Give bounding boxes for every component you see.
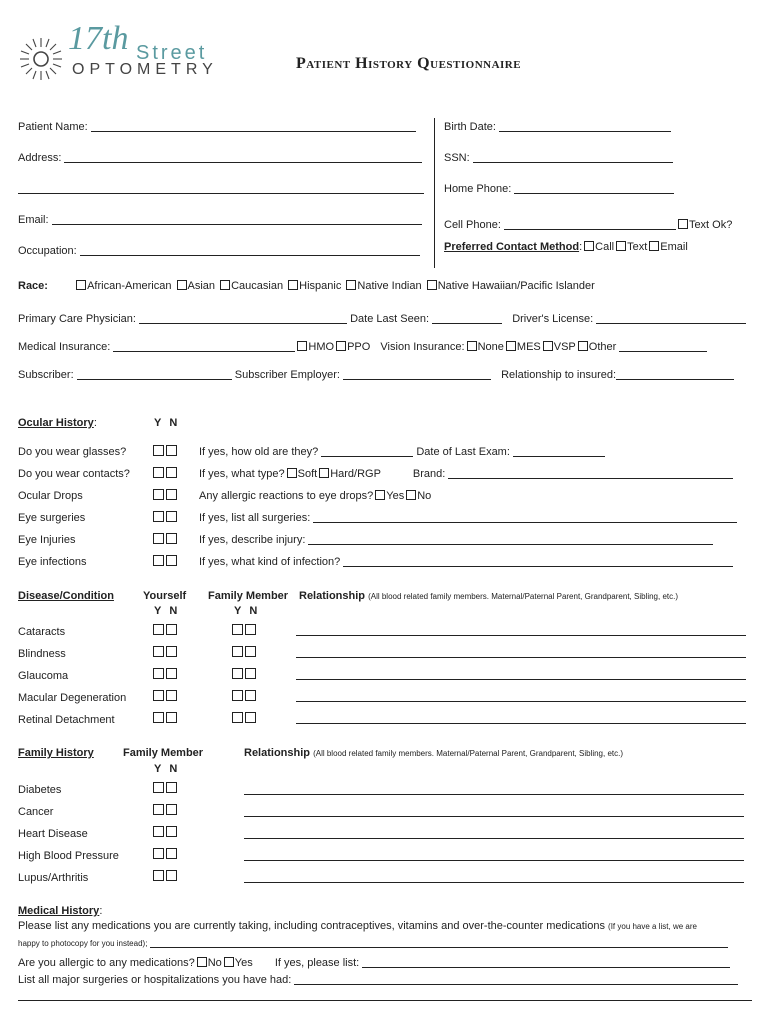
contact-call-checkbox[interactable] [584, 241, 594, 251]
family-yes-checkbox[interactable] [153, 848, 164, 859]
address-field[interactable] [64, 152, 422, 163]
race-african-american-checkbox[interactable] [76, 280, 86, 290]
birth-date-row [444, 121, 671, 133]
disease-family-yn [234, 605, 257, 617]
home-phone-row [444, 183, 674, 195]
family-relationship-field[interactable] [244, 850, 744, 861]
race-caucasian-label: Caucasian [231, 280, 284, 292]
subscriber-employer-field[interactable] [343, 369, 491, 380]
yourself-yes-checkbox[interactable] [153, 712, 164, 723]
vision-insurance-label: Vision Insurance: [380, 341, 465, 353]
glasses-age-field[interactable] [321, 446, 413, 457]
disease-yourself-n: N [169, 605, 178, 617]
ocular-followup-drops [199, 490, 431, 502]
subscriber-field[interactable] [77, 369, 232, 380]
family-no-checkbox[interactable] [245, 712, 256, 723]
logo-street: Street [136, 42, 208, 64]
injuries-yes-checkbox[interactable] [153, 533, 164, 544]
family-checkboxes [152, 870, 178, 883]
disease-yourself-checkboxes [152, 624, 178, 637]
occupation-field[interactable] [80, 245, 420, 256]
contacts-yes-checkbox[interactable] [153, 467, 164, 478]
ocular-history-colon: : [93, 417, 97, 429]
logo [18, 20, 228, 86]
drops-no-checkbox[interactable] [166, 489, 177, 500]
last-exam-field[interactable] [513, 446, 605, 457]
ocular-row-label: Do you wear glasses? [18, 446, 127, 458]
family-yes-checkbox[interactable] [232, 712, 243, 723]
family-yes-checkbox[interactable] [153, 804, 164, 815]
family-yn-header [154, 763, 177, 775]
medications-field[interactable] [150, 937, 728, 948]
medications-row-2 [18, 937, 728, 949]
family-no-checkbox[interactable] [166, 804, 177, 815]
ocular-history-heading-text: Ocular History [18, 417, 94, 429]
vision-vsp-checkbox[interactable] [543, 341, 553, 351]
family-n-header: N [169, 763, 178, 775]
yourself-yes-checkbox[interactable] [153, 646, 164, 657]
ocular-followup-surgeries [199, 512, 737, 524]
column-divider [434, 118, 435, 268]
ocular-n-header: N [169, 417, 178, 429]
vision-other-checkbox[interactable] [578, 341, 588, 351]
ocular-yn-glasses [152, 445, 178, 458]
date-last-seen-field[interactable] [432, 313, 502, 324]
allergies-list-label: If yes, please list: [274, 957, 360, 969]
infections-field[interactable] [343, 556, 733, 567]
family-no-checkbox[interactable] [245, 646, 256, 657]
ocular-yn-contacts [152, 467, 178, 480]
pcp-label: Primary Care Physician: [18, 313, 136, 325]
ocular-followup-injuries [199, 534, 713, 546]
relationship-insured-field[interactable] [616, 369, 734, 380]
sunburst-logo-icon [18, 36, 64, 82]
yourself-no-checkbox[interactable] [166, 712, 177, 723]
disease-relationship-field[interactable] [296, 625, 746, 636]
ssn-field[interactable] [473, 152, 673, 163]
family-relationship-field[interactable] [244, 784, 744, 795]
surgeries-followup-label: If yes, list all surgeries: [199, 512, 311, 524]
last-exam-label: Date of Last Exam: [416, 446, 510, 458]
family-yes-checkbox[interactable] [153, 782, 164, 793]
vision-other-field[interactable] [619, 341, 707, 352]
patient-name-row [18, 121, 416, 133]
allergies-row [18, 957, 730, 969]
infections-followup-label: If yes, what kind of infection? [199, 556, 341, 568]
occupation-row [18, 245, 420, 257]
family-checkboxes [152, 782, 178, 795]
major-surgeries-label: List all major surgeries or hospitalizations you have had: [18, 974, 292, 986]
disease-relationship-field[interactable] [296, 713, 746, 724]
ocular-row-surgeries [18, 512, 85, 524]
pcp-field[interactable] [139, 313, 347, 324]
preferred-contact-colon: : [579, 241, 583, 253]
family-label-heart: Heart Disease [18, 828, 88, 840]
ocular-yn-surgeries [152, 511, 178, 524]
medical-history-colon: : [99, 905, 103, 917]
drops-yes-checkbox[interactable] [153, 489, 164, 500]
family-label-lupus: Lupus/Arthritis [18, 872, 89, 884]
yourself-yes-checkbox[interactable] [153, 624, 164, 635]
injuries-followup-label: If yes, describe injury: [199, 534, 306, 546]
disease-label-retinal: Retinal Detachment [18, 714, 115, 726]
family-y-header: Y [154, 763, 162, 775]
disease-yourself-header: Yourself [143, 590, 187, 602]
drops-allergy-no-label: No [417, 490, 432, 502]
family-no-checkbox[interactable] [166, 826, 177, 837]
race-caucasian-checkbox[interactable] [220, 280, 230, 290]
disease-yourself-checkboxes [152, 668, 178, 681]
family-no-checkbox[interactable] [166, 870, 177, 881]
ocular-yn-drops [152, 489, 178, 502]
pcp-row [18, 313, 746, 325]
family-relationship-field[interactable] [244, 872, 744, 883]
logo-script: 17th [68, 20, 129, 57]
family-no-checkbox[interactable] [166, 782, 177, 793]
medications-label: Please list any medications you are currently taking, including contraceptives, vitamins and over-the-counter medications [18, 920, 605, 932]
email-field[interactable] [52, 214, 422, 225]
injuries-no-checkbox[interactable] [166, 533, 177, 544]
medical-history-heading [18, 905, 102, 917]
drops-allergy-yes-checkbox[interactable] [375, 490, 385, 500]
surgeries-row [18, 974, 738, 986]
hmo-label: HMO [308, 341, 335, 353]
disease-yourself-yn [154, 605, 177, 617]
race-native-indian-checkbox[interactable] [346, 280, 356, 290]
medical-insurance-field[interactable] [113, 341, 295, 352]
ocular-followup-glasses [199, 446, 605, 458]
logo-optometry: OPTOMETRY [72, 61, 218, 78]
surgeries-yes-checkbox[interactable] [153, 511, 164, 522]
birth-date-field[interactable] [499, 121, 671, 132]
surgeries-field-line-2[interactable] [18, 992, 752, 1001]
disease-family-checkboxes [231, 646, 257, 659]
yourself-no-checkbox[interactable] [166, 646, 177, 657]
race-asian-checkbox[interactable] [177, 280, 187, 290]
disease-relationship-field[interactable] [296, 669, 746, 680]
family-label-diabetes: Diabetes [18, 784, 62, 796]
contact-email-checkbox[interactable] [649, 241, 659, 251]
yourself-no-checkbox[interactable] [166, 668, 177, 679]
contact-text-checkbox[interactable] [616, 241, 626, 251]
medications-note: (If you have a list, we are [608, 922, 697, 931]
address-label: Address: [18, 152, 62, 164]
race-hispanic-checkbox[interactable] [288, 280, 298, 290]
injuries-field[interactable] [308, 534, 713, 545]
text-ok-checkbox[interactable] [678, 219, 688, 229]
family-no-checkbox[interactable] [245, 690, 256, 701]
drops-allergy-yes-label: Yes [386, 490, 405, 502]
birth-date-label: Birth Date: [444, 121, 496, 133]
ppo-checkbox[interactable] [336, 341, 346, 351]
vision-vsp-label: VSP [553, 341, 576, 353]
family-label-blood-pressure: High Blood Pressure [18, 850, 119, 862]
vision-none-checkbox[interactable] [467, 341, 477, 351]
drops-followup-label: Any allergic reactions to eye drops? [199, 490, 374, 502]
race-native-indian-label: Native Indian [357, 280, 422, 292]
contacts-soft-label: Soft [297, 468, 318, 480]
contact-call-label: Call [595, 241, 615, 253]
allergies-no-label: No [207, 957, 222, 969]
allergies-yes-label: Yes [234, 957, 253, 969]
disease-family-checkboxes [231, 668, 257, 681]
patient-name-label: Patient Name: [18, 121, 88, 133]
ocular-followup-contacts [199, 468, 733, 480]
family-checkboxes [152, 848, 178, 861]
disease-relationship-field[interactable] [296, 647, 746, 658]
disease-yourself-checkboxes [152, 712, 178, 725]
ocular-y-header: Y [154, 417, 162, 429]
ocular-row-infections [18, 556, 86, 568]
drops-allergy-no-checkbox[interactable] [406, 490, 416, 500]
relationship-insured-label: Relationship to insured: [501, 369, 617, 381]
family-member-header: Family Member [123, 747, 204, 759]
cell-phone-row [444, 219, 732, 231]
page-title: Patient History Questionnaire [296, 55, 522, 72]
contacts-no-checkbox[interactable] [166, 467, 177, 478]
drivers-license-label: Driver's License: [512, 313, 594, 325]
contacts-followup-label: If yes, what type? [199, 468, 285, 480]
hmo-checkbox[interactable] [297, 341, 307, 351]
family-yes-checkbox[interactable] [232, 668, 243, 679]
allergies-no-checkbox[interactable] [197, 957, 207, 967]
family-checkboxes [152, 826, 178, 839]
disease-label-cataracts: Cataracts [18, 626, 66, 638]
race-row [18, 280, 595, 292]
allergies-label: Are you allergic to any medications? [18, 957, 195, 969]
family-relationship-label: Relationship [244, 747, 311, 759]
preferred-contact-label: Preferred Contact Method [444, 241, 580, 253]
disease-relationship-note: (All blood related family members. Maternal/Paternal Parent, Grandparent, Sibling, etc.) [368, 592, 678, 601]
infections-no-checkbox[interactable] [166, 555, 177, 566]
race-african-american-label: African-American [87, 280, 172, 292]
contacts-soft-checkbox[interactable] [287, 468, 297, 478]
brand-label: Brand: [412, 468, 446, 480]
contact-text-label: Text [627, 241, 648, 253]
text-ok-label: Text Ok? [688, 219, 733, 231]
disease-yourself-checkboxes [152, 646, 178, 659]
contacts-hard-checkbox[interactable] [319, 468, 329, 478]
cell-phone-field[interactable] [504, 219, 676, 230]
medical-history-heading-text: Medical History [18, 905, 100, 917]
family-yes-checkbox[interactable] [153, 826, 164, 837]
family-yes-checkbox[interactable] [232, 624, 243, 635]
disease-relationship-header [299, 590, 678, 602]
subscriber-row [18, 369, 734, 381]
disease-yourself-checkboxes [152, 690, 178, 703]
contact-email-label: Email [660, 241, 688, 253]
ocular-row-label: Eye infections [18, 556, 87, 568]
yourself-yes-checkbox[interactable] [153, 668, 164, 679]
brand-field[interactable] [448, 468, 733, 479]
ocular-followup-infections [199, 556, 733, 568]
family-no-checkbox[interactable] [245, 668, 256, 679]
disease-family-n: N [249, 605, 258, 617]
ocular-yn-header [154, 417, 177, 429]
address-line2-row [18, 183, 424, 195]
home-phone-field[interactable] [514, 183, 674, 194]
ocular-yn-infections [152, 555, 178, 568]
disease-heading: Disease/Condition [18, 590, 114, 602]
family-yes-checkbox[interactable] [232, 690, 243, 701]
address-line2-field[interactable] [18, 183, 424, 194]
vision-other-label: Other [588, 341, 617, 353]
preferred-contact-row [444, 241, 688, 253]
family-relationship-header [244, 747, 623, 759]
family-label-cancer: Cancer [18, 806, 54, 818]
race-pacific-islander-label: Native Hawaiian/Pacific Islander [437, 280, 595, 292]
allergies-field[interactable] [362, 957, 730, 968]
allergies-yes-checkbox[interactable] [224, 957, 234, 967]
disease-relationship-label: Relationship [299, 590, 366, 602]
family-relationship-field[interactable] [244, 806, 744, 817]
surgeries-no-checkbox[interactable] [166, 511, 177, 522]
ocular-row-label: Eye Injuries [18, 534, 76, 546]
disease-label-macular: Macular Degeneration [18, 692, 127, 704]
family-yes-checkbox[interactable] [153, 870, 164, 881]
glasses-no-checkbox[interactable] [166, 445, 177, 456]
subscriber-employer-label: Subscriber Employer: [234, 369, 340, 381]
surgeries-field[interactable] [313, 512, 737, 523]
family-checkboxes [152, 804, 178, 817]
glasses-followup-label: If yes, how old are they? [199, 446, 319, 458]
ssn-label: SSN: [444, 152, 470, 164]
email-row [18, 214, 422, 226]
vision-none-label: None [477, 341, 504, 353]
yourself-yes-checkbox[interactable] [153, 690, 164, 701]
subscriber-label: Subscriber: [18, 369, 74, 381]
disease-label-blindness: Blindness [18, 648, 66, 660]
family-yes-checkbox[interactable] [232, 646, 243, 657]
family-no-checkbox[interactable] [166, 848, 177, 859]
ocular-row-drops [18, 490, 83, 502]
race-label: Race: [18, 280, 48, 292]
infections-yes-checkbox[interactable] [153, 555, 164, 566]
medications-note-2: happy to photocopy for you instead); [18, 939, 148, 948]
ocular-row-injuries [18, 534, 75, 546]
disease-yourself-y: Y [154, 605, 162, 617]
race-pacific-islander-checkbox[interactable] [427, 280, 437, 290]
home-phone-label: Home Phone: [444, 183, 512, 195]
glasses-yes-checkbox[interactable] [153, 445, 164, 456]
email-label: Email: [18, 214, 49, 226]
family-history-heading: Family History [18, 747, 94, 759]
ocular-row-contacts [18, 468, 130, 480]
ocular-row-label: Do you wear contacts? [18, 468, 130, 480]
medications-row [18, 920, 697, 932]
family-relationship-note: (All blood related family members. Maternal/Paternal Parent, Grandparent, Sibling, etc.) [313, 749, 623, 758]
vision-mes-label: MES [516, 341, 541, 353]
major-surgeries-field[interactable] [294, 974, 738, 985]
disease-family-checkboxes [231, 690, 257, 703]
vision-mes-checkbox[interactable] [506, 341, 516, 351]
address-row [18, 152, 422, 164]
contacts-hard-label: Hard/RGP [330, 468, 381, 480]
drivers-license-field[interactable] [596, 313, 746, 324]
yourself-no-checkbox[interactable] [166, 624, 177, 635]
yourself-no-checkbox[interactable] [166, 690, 177, 701]
disease-family-y: Y [234, 605, 242, 617]
insurance-row [18, 341, 707, 353]
race-hispanic-label: Hispanic [299, 280, 342, 292]
ocular-history-heading [18, 417, 97, 429]
ocular-row-label: Eye surgeries [18, 512, 86, 524]
disease-label-glaucoma: Glaucoma [18, 670, 69, 682]
disease-relationship-field[interactable] [296, 691, 746, 702]
cell-phone-label: Cell Phone: [444, 219, 501, 231]
family-no-checkbox[interactable] [245, 624, 256, 635]
disease-family-member-header: Family Member [208, 590, 289, 602]
disease-family-checkboxes [231, 624, 257, 637]
ocular-row-label: Ocular Drops [18, 490, 83, 502]
race-asian-label: Asian [187, 280, 216, 292]
ocular-yn-injuries [152, 533, 178, 546]
patient-name-field[interactable] [91, 121, 416, 132]
ocular-row-glasses [18, 446, 126, 458]
medical-insurance-label: Medical Insurance: [18, 341, 111, 353]
ssn-row [444, 152, 673, 164]
disease-family-checkboxes [231, 712, 257, 725]
date-last-seen-label: Date Last Seen: [350, 313, 429, 325]
ppo-label: PPO [347, 341, 371, 353]
occupation-label: Occupation: [18, 245, 77, 257]
family-relationship-field[interactable] [244, 828, 744, 839]
